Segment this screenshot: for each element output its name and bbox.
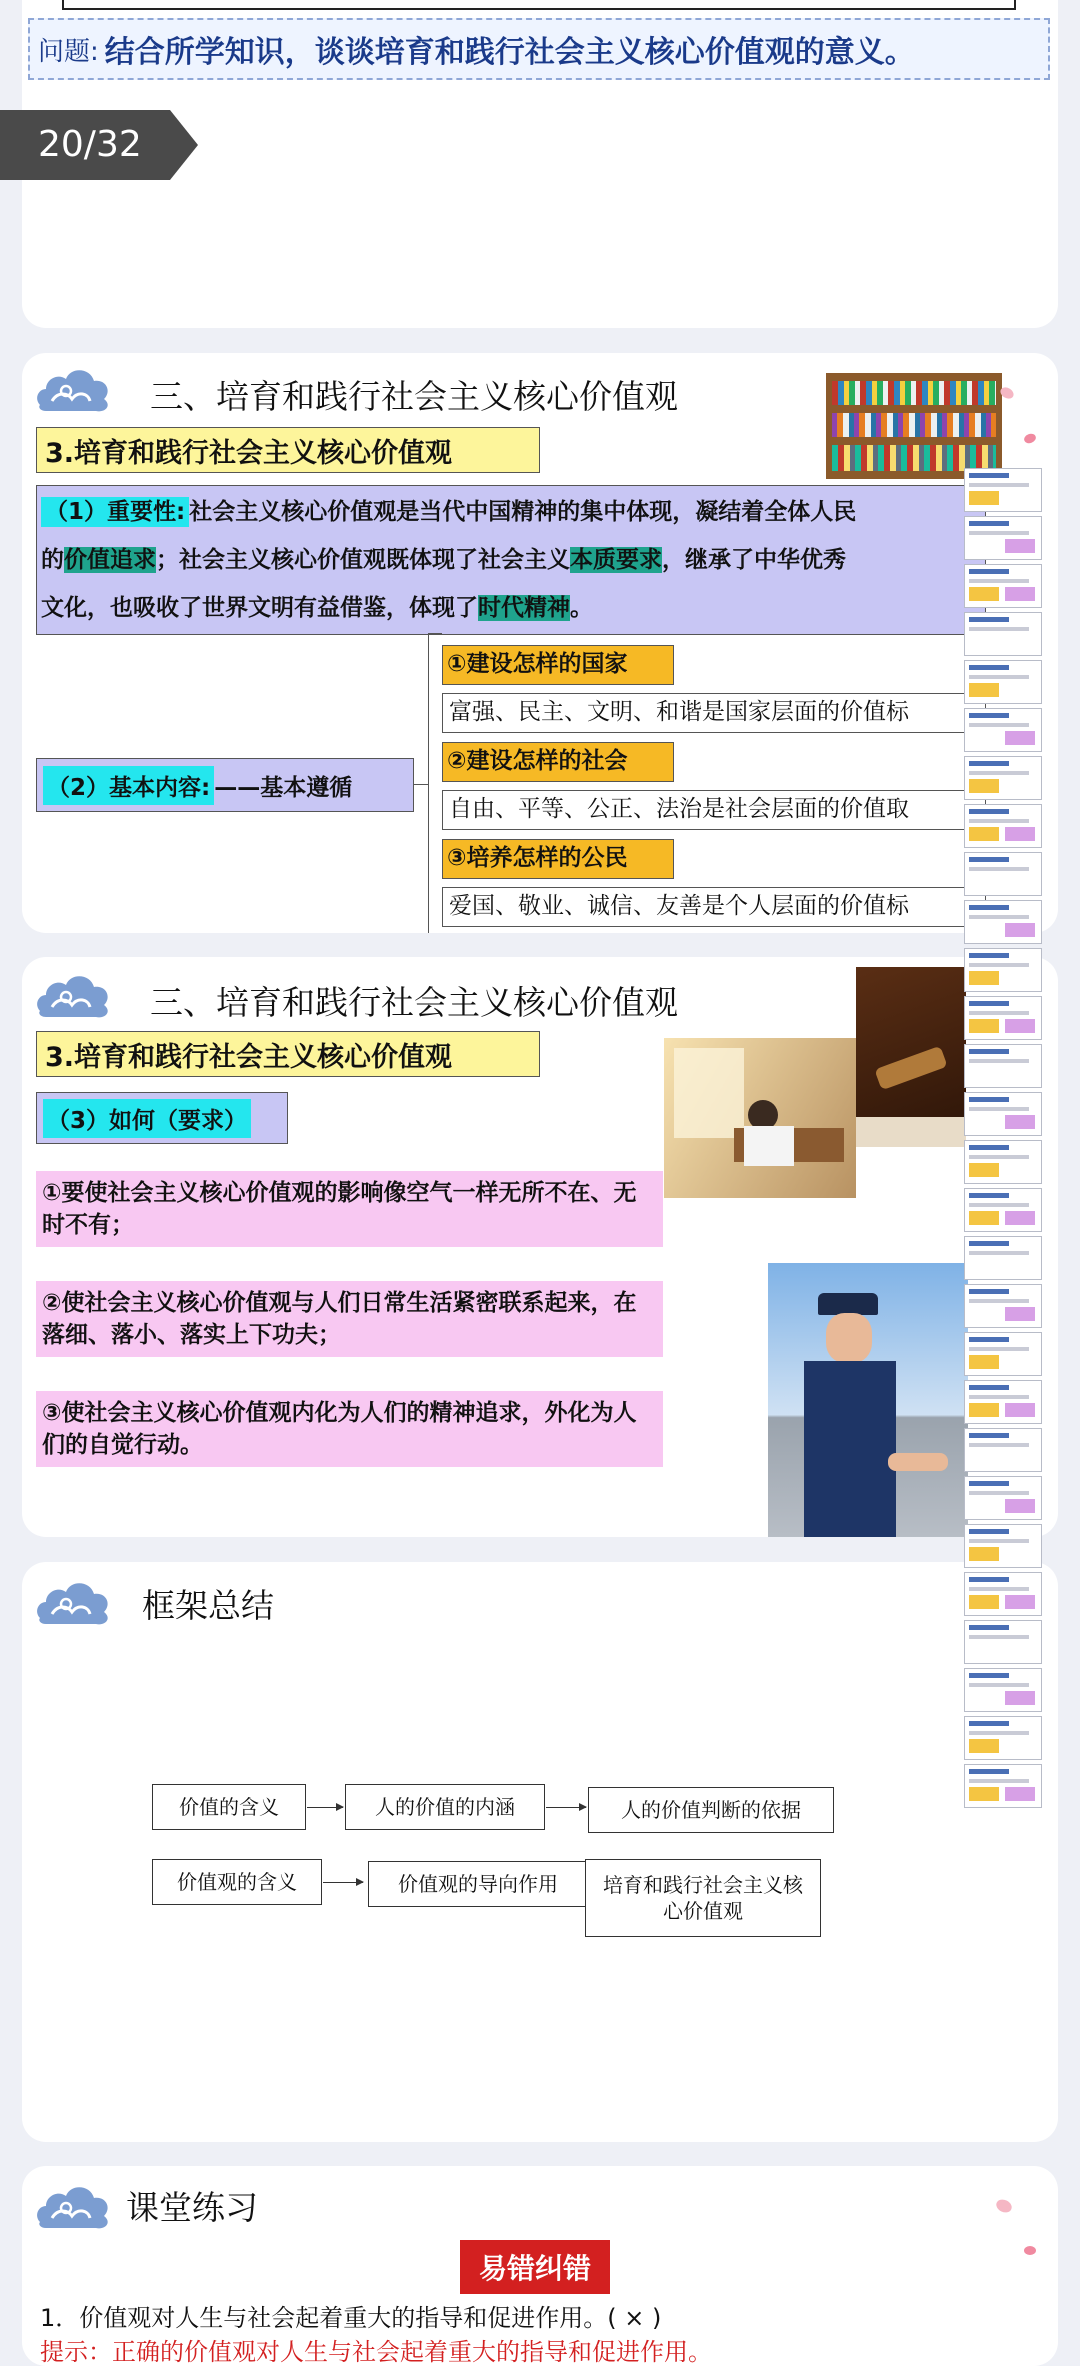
- slide-thumbnail[interactable]: [964, 1524, 1042, 1568]
- bracket-vertical: [428, 633, 429, 933]
- error-correction-badge: 易错纠错: [460, 2240, 610, 2294]
- basic-content-suffix: ——基本遵循: [214, 774, 353, 801]
- importance-box: [36, 485, 986, 635]
- page-counter-badge: [0, 110, 200, 180]
- slide-thumbnail[interactable]: [964, 1716, 1042, 1760]
- cloud-icon: [32, 967, 114, 1023]
- flow-values-meaning: 价值观的含义: [152, 1859, 322, 1905]
- cloud-icon: [32, 2178, 114, 2234]
- basic-item-2-heading: ②建设怎样的社会: [442, 742, 674, 782]
- slide-thumbnail[interactable]: [964, 1764, 1042, 1808]
- section-subtitle: 3.培育和践行社会主义核心价值观: [36, 427, 540, 473]
- flow-values-guiding-role: 价值观的导向作用: [368, 1861, 588, 1907]
- slide-thumbnail[interactable]: [964, 612, 1042, 656]
- how-label: （3）如何（要求）: [43, 1099, 251, 1138]
- how-label-box: [36, 1092, 288, 1144]
- cloud-icon: [32, 361, 114, 417]
- slide-thumbnail[interactable]: [964, 804, 1042, 848]
- table-bottom-edge: [62, 0, 1016, 10]
- highlight-spirit-of-times: 时代精神: [478, 595, 570, 621]
- exercise-hint: 提示：正确的价值观对人生与社会起着重大的指导和促进作用。: [40, 2338, 712, 2366]
- cloud-icon: [32, 1574, 114, 1630]
- petal-decoration: [1024, 2246, 1036, 2255]
- bracket-tick: [428, 633, 442, 634]
- slide-title: 三、培育和践行社会主义核心价值观: [150, 983, 678, 1022]
- bracket-line: [414, 784, 428, 785]
- highlight-essential-requirement: 本质要求: [570, 547, 662, 573]
- police-officer-image: [768, 1263, 968, 1537]
- slide-card-3: [22, 1562, 1058, 2142]
- slide-thumbnail[interactable]: [964, 852, 1042, 896]
- slide-thumbnail[interactable]: [964, 1380, 1042, 1424]
- question-box: [28, 18, 1050, 80]
- slide-thumbnail[interactable]: [964, 516, 1042, 560]
- basic-item-3-text: 爱国、敬业、诚信、友善是个人层面的价值标: [442, 887, 986, 927]
- importance-label: （1）重要性:: [41, 497, 189, 527]
- slide-thumbnail[interactable]: [964, 996, 1042, 1040]
- question-text: 结合所学知识，谈谈培育和践行社会主义核心价值观的意义。: [104, 35, 915, 70]
- flow-arrow: [323, 1882, 363, 1883]
- basic-content-box: [36, 758, 414, 812]
- slide-thumbnail[interactable]: [964, 708, 1042, 752]
- flow-human-value-connotation: 人的价值的内涵: [345, 1784, 545, 1830]
- flow-cultivate-core-values: 培育和践行社会主义核心价值观: [585, 1859, 821, 1937]
- slide-card-4: [22, 2166, 1058, 2366]
- importance-text: 的: [41, 547, 64, 573]
- slide-thumbnail[interactable]: [964, 1188, 1042, 1232]
- basic-content-label: （2）基本内容:: [43, 766, 214, 805]
- slide-thumbnail[interactable]: [964, 1620, 1042, 1664]
- bookshelf-image: [826, 373, 1002, 479]
- slide-thumbnail[interactable]: [964, 468, 1042, 512]
- flow-value-meaning: 价值的含义: [152, 1784, 306, 1830]
- slide-thumbnail[interactable]: [964, 756, 1042, 800]
- importance-text: 。: [570, 595, 593, 621]
- slide-thumbnail[interactable]: [964, 900, 1042, 944]
- slide-title: 三、培育和践行社会主义核心价值观: [150, 377, 678, 416]
- page-counter: 20/32: [38, 124, 142, 165]
- importance-text: ，继承了中华优秀: [662, 547, 846, 573]
- basic-item-1-heading: ①建设怎样的国家: [442, 645, 674, 685]
- slide-thumbnail[interactable]: [964, 660, 1042, 704]
- exercise-question-1: 1．价值观对人生与社会起着重大的指导和促进作用。( × ): [40, 2304, 662, 2332]
- slide-title: 框架总结: [142, 1586, 274, 1625]
- slide-card-1: [22, 353, 1058, 933]
- slide-thumbnail[interactable]: [964, 1572, 1042, 1616]
- flow-value-judgment-basis: 人的价值判断的依据: [588, 1787, 834, 1833]
- slide-thumbnail[interactable]: [964, 564, 1042, 608]
- section-subtitle: 3.培育和践行社会主义核心价值观: [36, 1031, 540, 1077]
- slide-thumbnail[interactable]: [964, 1236, 1042, 1280]
- slide-title: 课堂练习: [126, 2188, 258, 2227]
- slide-card-2: [22, 957, 1058, 1537]
- requirement-point-3: ③使社会主义核心价值观内化为人们的精神追求，外化为人们的自觉行动。: [36, 1391, 663, 1467]
- requirement-point-2: ②使社会主义核心价值观与人们日常生活紧密联系起来，在落细、落小、落实上下功夫；: [36, 1281, 663, 1357]
- gavel-image: [856, 967, 966, 1147]
- slide-thumbnail-strip[interactable]: [964, 468, 1042, 1870]
- basic-item-1-text: 富强、民主、文明、和谐是国家层面的价值标: [442, 693, 986, 733]
- slide-thumbnail[interactable]: [964, 1668, 1042, 1712]
- importance-line1: 社会主义核心价值观是当代中国精神的集中体现，凝结着全体人民: [189, 499, 857, 525]
- requirement-point-1: ①要使社会主义核心价值观的影响像空气一样无所不在、无时不有；: [36, 1171, 663, 1247]
- slide-thumbnail[interactable]: [964, 1284, 1042, 1328]
- highlight-value-pursuit: 价值追求: [64, 547, 156, 573]
- slide-thumbnail[interactable]: [964, 1140, 1042, 1184]
- importance-text: 文化，也吸收了世界文明有益借鉴，体现了: [41, 595, 478, 621]
- question-label: 问题:: [38, 36, 99, 67]
- flow-arrow: [307, 1807, 343, 1808]
- slide-thumbnail[interactable]: [964, 1092, 1042, 1136]
- slide-thumbnail[interactable]: [964, 1476, 1042, 1520]
- importance-text: ；社会主义核心价值观既体现了社会主义: [156, 547, 570, 573]
- slide-thumbnail[interactable]: [964, 1044, 1042, 1088]
- slide-thumbnail[interactable]: [964, 1428, 1042, 1472]
- basic-item-3-heading: ③培养怎样的公民: [442, 839, 674, 879]
- flow-arrow: [546, 1807, 586, 1808]
- basic-item-2-text: 自由、平等、公正、法治是社会层面的价值取: [442, 790, 986, 830]
- student-studying-image: [664, 1038, 856, 1198]
- slide-thumbnail[interactable]: [964, 948, 1042, 992]
- slide-thumbnail[interactable]: [964, 1332, 1042, 1376]
